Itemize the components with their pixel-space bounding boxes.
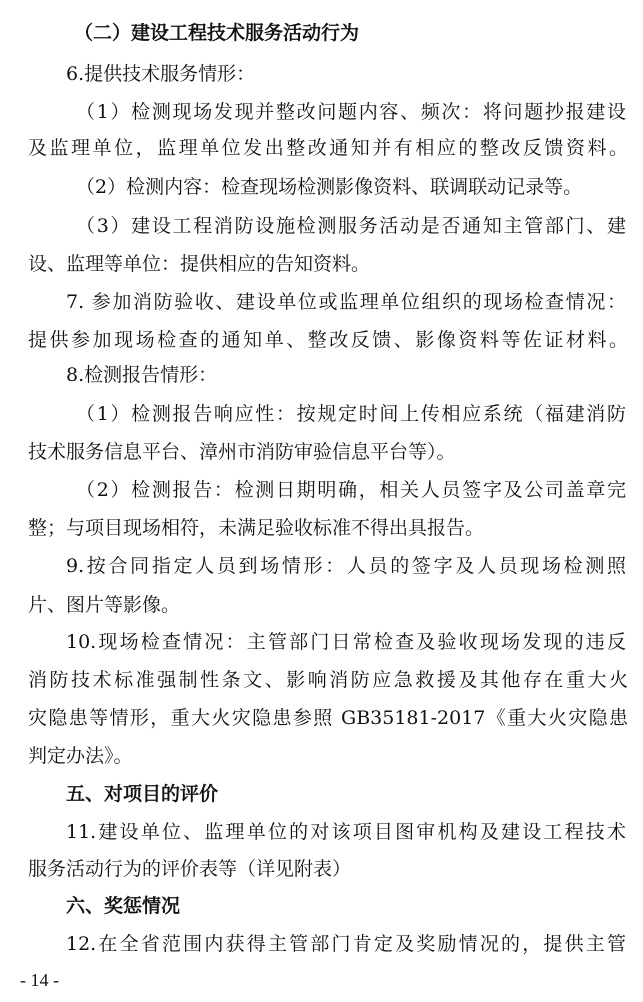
section-heading: 六、奖惩情况 <box>66 895 181 917</box>
paragraph-line: （1）检测报告响应性：按规定时间上传相应系统（福建消防 <box>76 403 626 425</box>
paragraph-line: （3）建设工程消防设施检测服务活动是否通知主管部门、建 <box>76 215 626 237</box>
paragraph-line: 技术服务信息平台、漳州市消防审验信息平台等）。 <box>28 441 456 463</box>
paragraph-line: 服务活动行为的评价表等（详见附表） <box>28 858 352 880</box>
paragraph-line: 12.在全省范围内获得主管部门肯定及奖励情况的，提供主管 <box>66 933 626 955</box>
paragraph-line: 10.现场检查情况：主管部门日常检查及验收现场发现的违反 <box>66 631 626 653</box>
paragraph-line: （1）检测现场发现并整改问题内容、频次：将问题抄报建设 <box>76 101 626 123</box>
paragraph-line: （2）检测内容：检查现场检测影像资料、联调联动记录等。 <box>76 176 583 198</box>
paragraph-line: 9.按合同指定人员到场情形：人员的签字及人员现场检测照 <box>66 555 626 577</box>
paragraph-line: 6.提供技术服务情形： <box>66 63 256 85</box>
paragraph-line: （2）检测报告：检测日期明确，相关人员签字及公司盖章完 <box>76 479 626 501</box>
paragraph-line: 消防技术标准强制性条文、影响消防应急救援及其他存在重大火 <box>28 669 628 691</box>
paragraph-line: 设、监理等单位：提供相应的告知资料。 <box>28 253 371 275</box>
section-heading: （二）建设工程技术服务活动行为 <box>74 22 360 44</box>
paragraph-line: 整；与项目现场相符，未满足验收标准不得出具报告。 <box>28 517 485 539</box>
paragraph-line: 提供参加现场检查的通知单、整改反馈、影像资料等佐证材料。 <box>28 329 628 351</box>
paragraph-line: 片、图片等影像。 <box>28 594 181 616</box>
paragraph-line: 8.检测报告情形： <box>66 364 218 386</box>
paragraph-line: 7. 参加消防验收、建设单位或监理单位组织的现场检查情况： <box>66 291 626 313</box>
page-number: - 14 - <box>20 970 59 990</box>
paragraph-line: 判定办法》。 <box>28 745 133 767</box>
paragraph-line: 灾隐患等情形，重大火灾隐患参照 GB35181-2017《重大火灾隐患 <box>28 707 628 729</box>
paragraph-line: 及监理单位，监理单位发出整改通知并有相应的整改反馈资料。 <box>28 137 628 159</box>
paragraph-line: 11.建设单位、监理单位的对该项目图审机构及建设工程技术 <box>66 821 626 843</box>
section-heading: 五、对项目的评价 <box>66 783 219 805</box>
